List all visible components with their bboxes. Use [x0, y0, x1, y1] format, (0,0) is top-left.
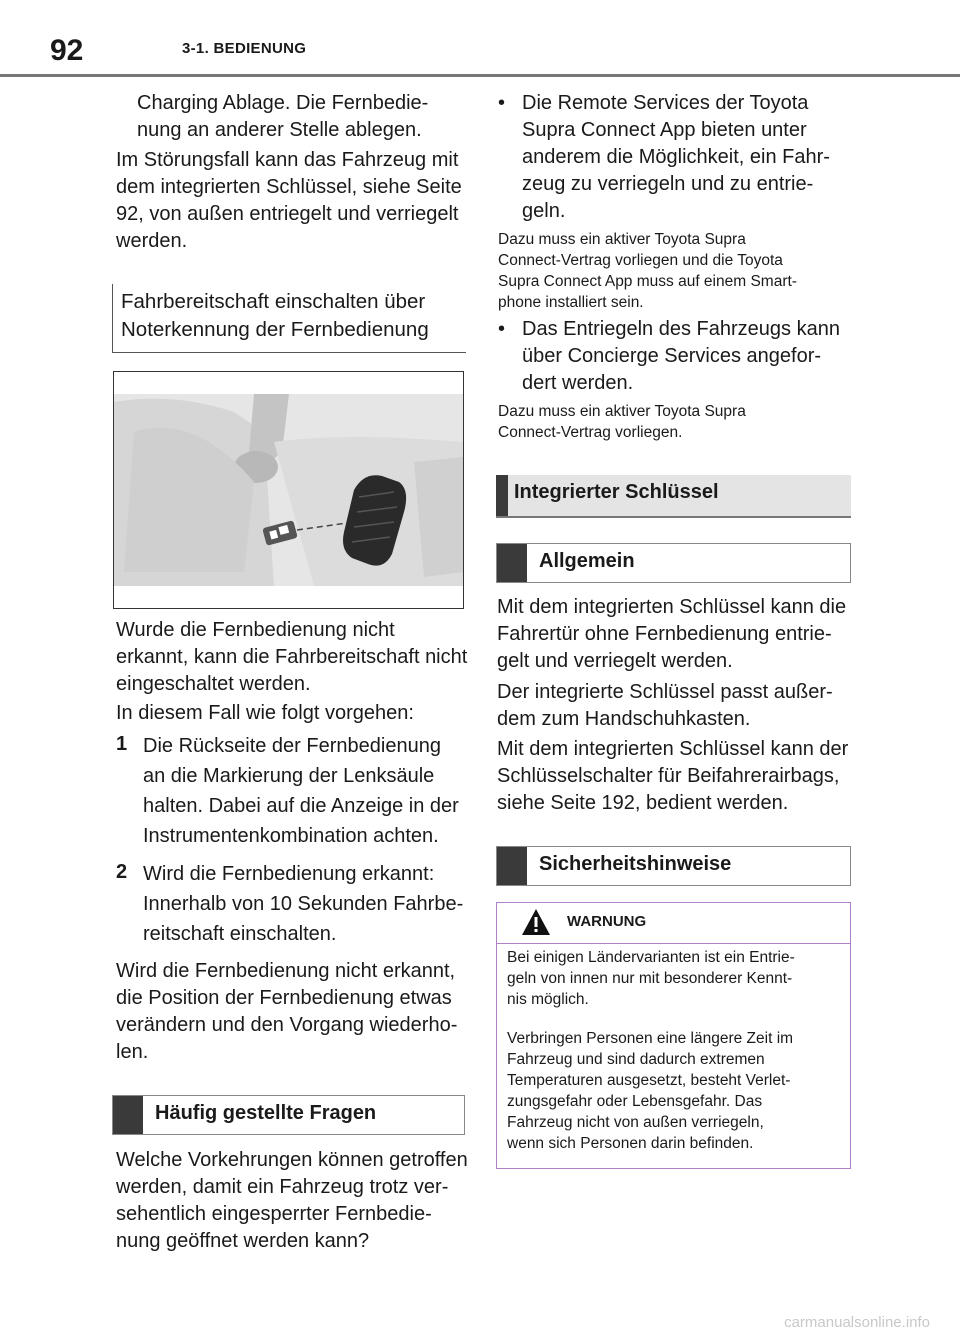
left-paragraph-3: Wurde die Fernbedienung nicht erkannt, kann die Fahrbereitschaft nicht eingeschaltet werden.	[116, 619, 468, 695]
step-1-text: Die Rückseite der Fernbedienung an die Markierung der Lenksäule halten. Dabei auf die Anzeige in der Instrumentenkombination achten.	[143, 735, 459, 847]
faq-heading: Häufig gestellte Fragen	[112, 1095, 465, 1135]
steering-column-image	[113, 371, 464, 609]
bullet-remote-services: • Die Remote Services der Toyota Supra Connect App bieten unter anderem die Möglichkeit, ein Fahr- zeug zu verriegeln und zu entrie- geln.	[498, 92, 830, 222]
left-paragraph-5: Wird die Fernbedienung nicht erkannt, die Position der Fernbedienung etwas verändern und den Vorgang wiederho- len.	[116, 960, 458, 1063]
safety-notes-heading: Sicherheitshinweise	[496, 846, 851, 886]
step-2-text: Wird die Fernbedienung erkannt: Innerhalb von 10 Sekunden Fahrbe- reitschaft einschalten.	[143, 863, 464, 945]
right-paragraph-1: Mit dem integrierten Schlüssel kann die Fahrertür ohne Fernbedienung entrie- gelt und verriegelt werden.	[497, 596, 847, 672]
left-paragraph-6: Welche Vorkehrungen können getroffen werden, damit ein Fahrzeug trotz ver- sehentlich eingesperrter Fernbedie- nung geöffnet werden kann?	[116, 1149, 468, 1252]
warning-box	[496, 902, 851, 1169]
warning-triangle-icon	[521, 907, 551, 937]
watermark: carmanualsonline.info	[784, 1314, 930, 1331]
page-number: 92	[50, 34, 84, 67]
general-heading: Allgemein	[496, 543, 851, 583]
warning-paragraph-1: Bei einigen Ländervarianten ist ein Entrie- geln von innen nur mit besonderer Kennt- nis möglich.	[507, 949, 795, 1008]
note-connect-contract-2: Dazu muss ein aktiver Toyota Supra Connect-Vertrag vorliegen.	[498, 403, 746, 441]
step-1-number: 1	[116, 733, 128, 755]
header-rule	[0, 74, 960, 77]
step-2-number: 2	[116, 861, 128, 883]
subheading-emergency-detection: Fahrbereitschaft einschalten über Noterkennung der Fernbedienung	[112, 284, 466, 353]
integrated-key-heading: Integrierter Schlüssel	[496, 475, 851, 518]
right-paragraph-2: Der integrierte Schlüssel passt außer- dem zum Handschuhkasten.	[497, 681, 833, 730]
note-connect-contract-1: Dazu muss ein aktiver Toyota Supra Connect-Vertrag vorliegen und die Toyota Supra Connect App muss auf einem Smart- phone installiert sein.	[498, 231, 797, 311]
bullet-concierge: • Das Entriegeln des Fahrzeugs kann über Concierge Services angefor- dert werden.	[498, 318, 840, 394]
right-paragraph-3: Mit dem integrierten Schlüssel kann der Schlüsselschalter für Beifahrerairbags, siehe Seite 192, bedient werden.	[497, 738, 849, 814]
left-paragraph-2: Im Störungsfall kann das Fahrzeug mit dem integrierten Schlüssel, siehe Seite 92, von außen entriegelt und verriegelt werden.	[116, 149, 462, 252]
warning-title: WARNUNG	[567, 913, 647, 930]
warning-paragraph-2: Verbringen Personen eine längere Zeit im Fahrzeug und sind dadurch extremen Temperaturen ausgesetzt, besteht Verlet- zungsgefahr oder Lebensgefahr. Das Fahrzeug nicht von außen verriegeln, wenn sich Personen darin befinden.	[507, 1030, 794, 1152]
left-paragraph-4: In diesem Fall wie folgt vorgehen:	[116, 702, 414, 724]
left-paragraph-1: Charging Ablage. Die Fernbedie- nung an anderer Stelle ablegen.	[137, 92, 429, 141]
steering-column-illustration	[114, 372, 463, 608]
section-title: 3-1. BEDIENUNG	[182, 40, 307, 57]
